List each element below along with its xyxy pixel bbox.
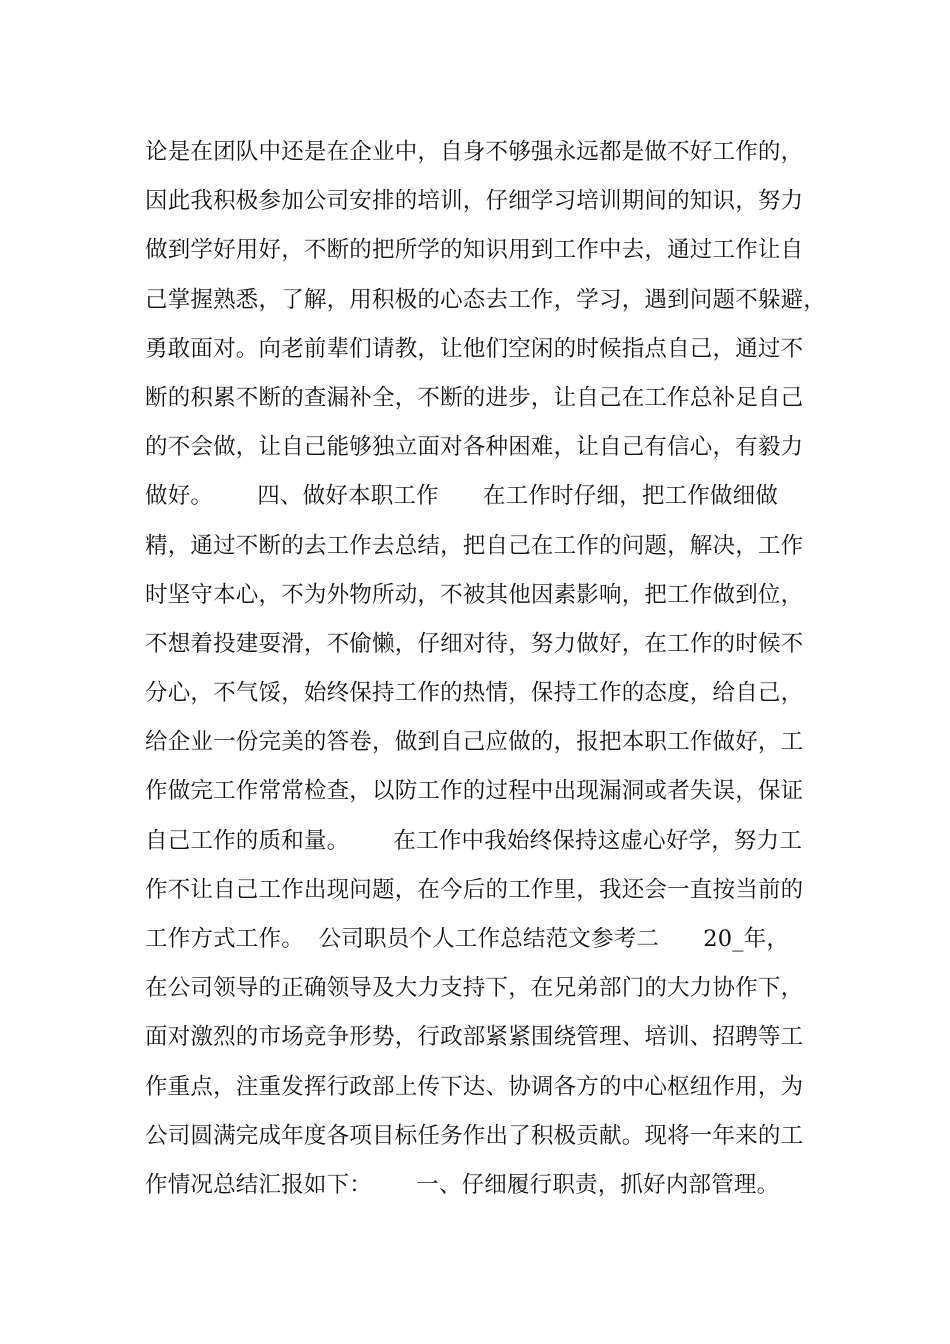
text-line: 公司圆满完成年度各项目标任务作出了积极贡献。现将一年来的工 (145, 1122, 804, 1149)
text-line: 分心，不气馁，始终保持工作的热情，保持工作的态度，给自己， (145, 680, 804, 707)
text-line: 面对激烈的市场竞争形势，行政部紧紧围绕管理、培训、招聘等工 (145, 1024, 804, 1051)
text-line: 精，通过不断的去工作去总结，把自己在工作的问题，解决，工作 (145, 532, 804, 559)
text-line: 作不让自己工作出现问题，在今后的工作里，我还会一直按当前的 (145, 876, 804, 903)
text-line: 工作方式工作。 公司职员个人工作总结范文参考二 20_年， (145, 926, 790, 952)
text-line: 自己工作的质和量。 在工作中我始终保持这虚心好学，努力工 (145, 827, 803, 854)
text-line: 不想着投建耍滑，不偷懒，仔细对待，努力做好，在工作的时候不 (145, 630, 804, 657)
text-line: 给企业一份完美的答卷，做到自己应做的，报把本职工作做好，工 (145, 729, 804, 756)
text-line: 因此我积极参加公司安排的培训，仔细学习培训期间的知识，努力 (145, 188, 804, 215)
text-line: 的不会做，让自己能够独立面对各种困难，让自己有信心，有毅力 (145, 434, 804, 461)
text-line: 做到学好用好，不断的把所学的知识用到工作中去，通过工作让自 (145, 237, 804, 264)
text-line: 作重点，注重发挥行政部上传下达、协调各方的中心枢纽作用，为 (145, 1073, 804, 1100)
text-line: 勇敢面对。向老前辈们请教，让他们空闲的时候指点自己，通过不 (145, 335, 804, 362)
text-line: 作情况总结汇报如下： 一、仔细履行职责，抓好内部管理。 (145, 1171, 780, 1198)
text-line: 作做完工作常常检查，以防工作的过程中出现漏洞或者失误，保证 (145, 778, 804, 805)
text-line: 断的积累不断的查漏补全，不断的进步，让自己在工作总补足自己 (145, 384, 804, 411)
text-line: 论是在团队中还是在企业中，自身不够强永远都是做不好工作的， (145, 139, 804, 165)
text-line: 在公司领导的正确领导及大力支持下，在兄弟部门的大力协作下， (145, 975, 804, 1002)
text-line: 做好。 四、做好本职工作 在工作时仔细，把工作做细做 (145, 483, 779, 510)
text-line: 己掌握熟悉，了解，用积极的心态去工作，学习，遇到问题不躲避， (145, 286, 827, 313)
text-line: 时坚守本心，不为外物所动，不被其他因素影响，把工作做到位， (145, 581, 804, 608)
body-text (145, 128, 825, 1210)
